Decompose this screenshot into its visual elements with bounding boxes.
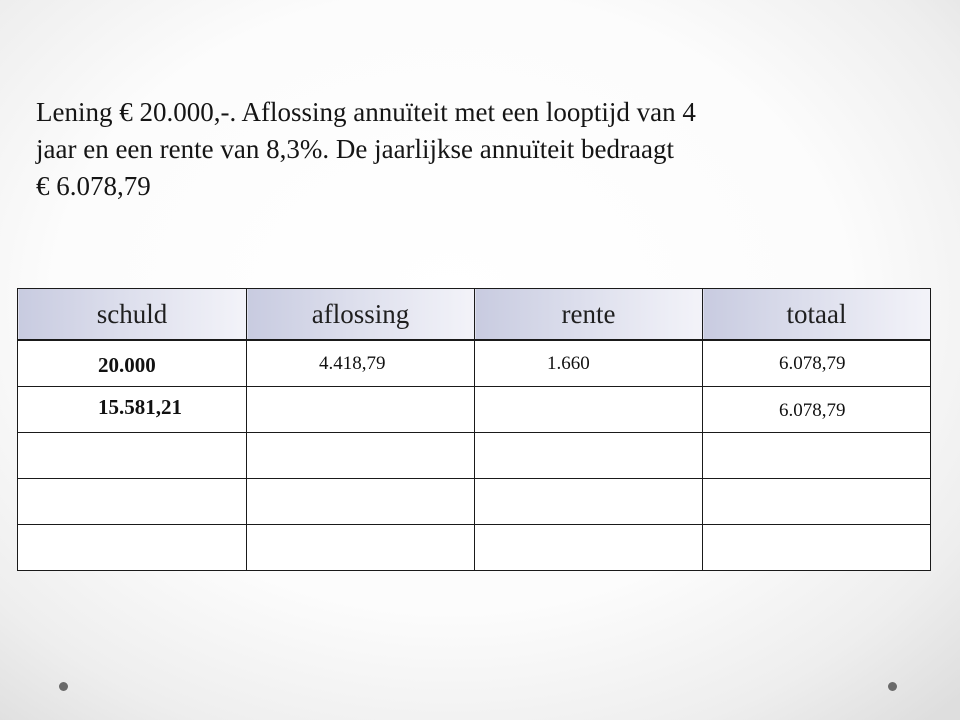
table-header xyxy=(18,289,931,341)
cell-totaal xyxy=(703,479,931,525)
table-row xyxy=(18,433,931,479)
cell-totaal xyxy=(703,433,931,479)
cell-totaal: 6.078,79 xyxy=(703,340,931,387)
intro-line-3: € 6.078,79 xyxy=(36,171,151,201)
cell-rente xyxy=(475,387,703,433)
cell-totaal: 6.078,79 xyxy=(703,387,931,433)
cell-schuld xyxy=(18,433,247,479)
cell-rente xyxy=(475,525,703,571)
table-row xyxy=(18,479,931,525)
cell-rente xyxy=(475,433,703,479)
cell-schuld: 20.000 xyxy=(18,340,247,387)
annuity-table xyxy=(17,288,931,571)
cell-schuld: 15.581,21 xyxy=(18,387,247,433)
cell-totaal xyxy=(703,525,931,571)
header-schuld: schuld xyxy=(18,289,247,341)
cell-aflossing xyxy=(247,525,475,571)
slide-dot-left-decoration xyxy=(59,682,68,691)
header-totaal: totaal xyxy=(703,289,931,341)
header-aflossing: aflossing xyxy=(247,289,475,341)
cell-aflossing: 4.418,79 xyxy=(247,340,475,387)
cell-aflossing xyxy=(247,433,475,479)
cell-aflossing xyxy=(247,479,475,525)
cell-schuld xyxy=(18,525,247,571)
intro-text xyxy=(36,94,936,205)
cell-rente xyxy=(475,479,703,525)
table-body xyxy=(18,340,931,571)
cell-aflossing xyxy=(247,387,475,433)
header-row xyxy=(18,289,931,341)
header-rente: rente xyxy=(475,289,703,341)
table-row xyxy=(18,525,931,571)
cell-rente: 1.660 xyxy=(475,340,703,387)
cell-schuld xyxy=(18,479,247,525)
table-row xyxy=(18,340,931,387)
table-row xyxy=(18,387,931,433)
slide-dot-right-decoration xyxy=(888,682,897,691)
intro-line-2: jaar en een rente van 8,3%. De jaarlijkse annuïteit bedraagt xyxy=(36,134,674,164)
intro-line-1: Lening € 20.000,-. Aflossing annuïteit met een looptijd van 4 xyxy=(36,97,696,127)
